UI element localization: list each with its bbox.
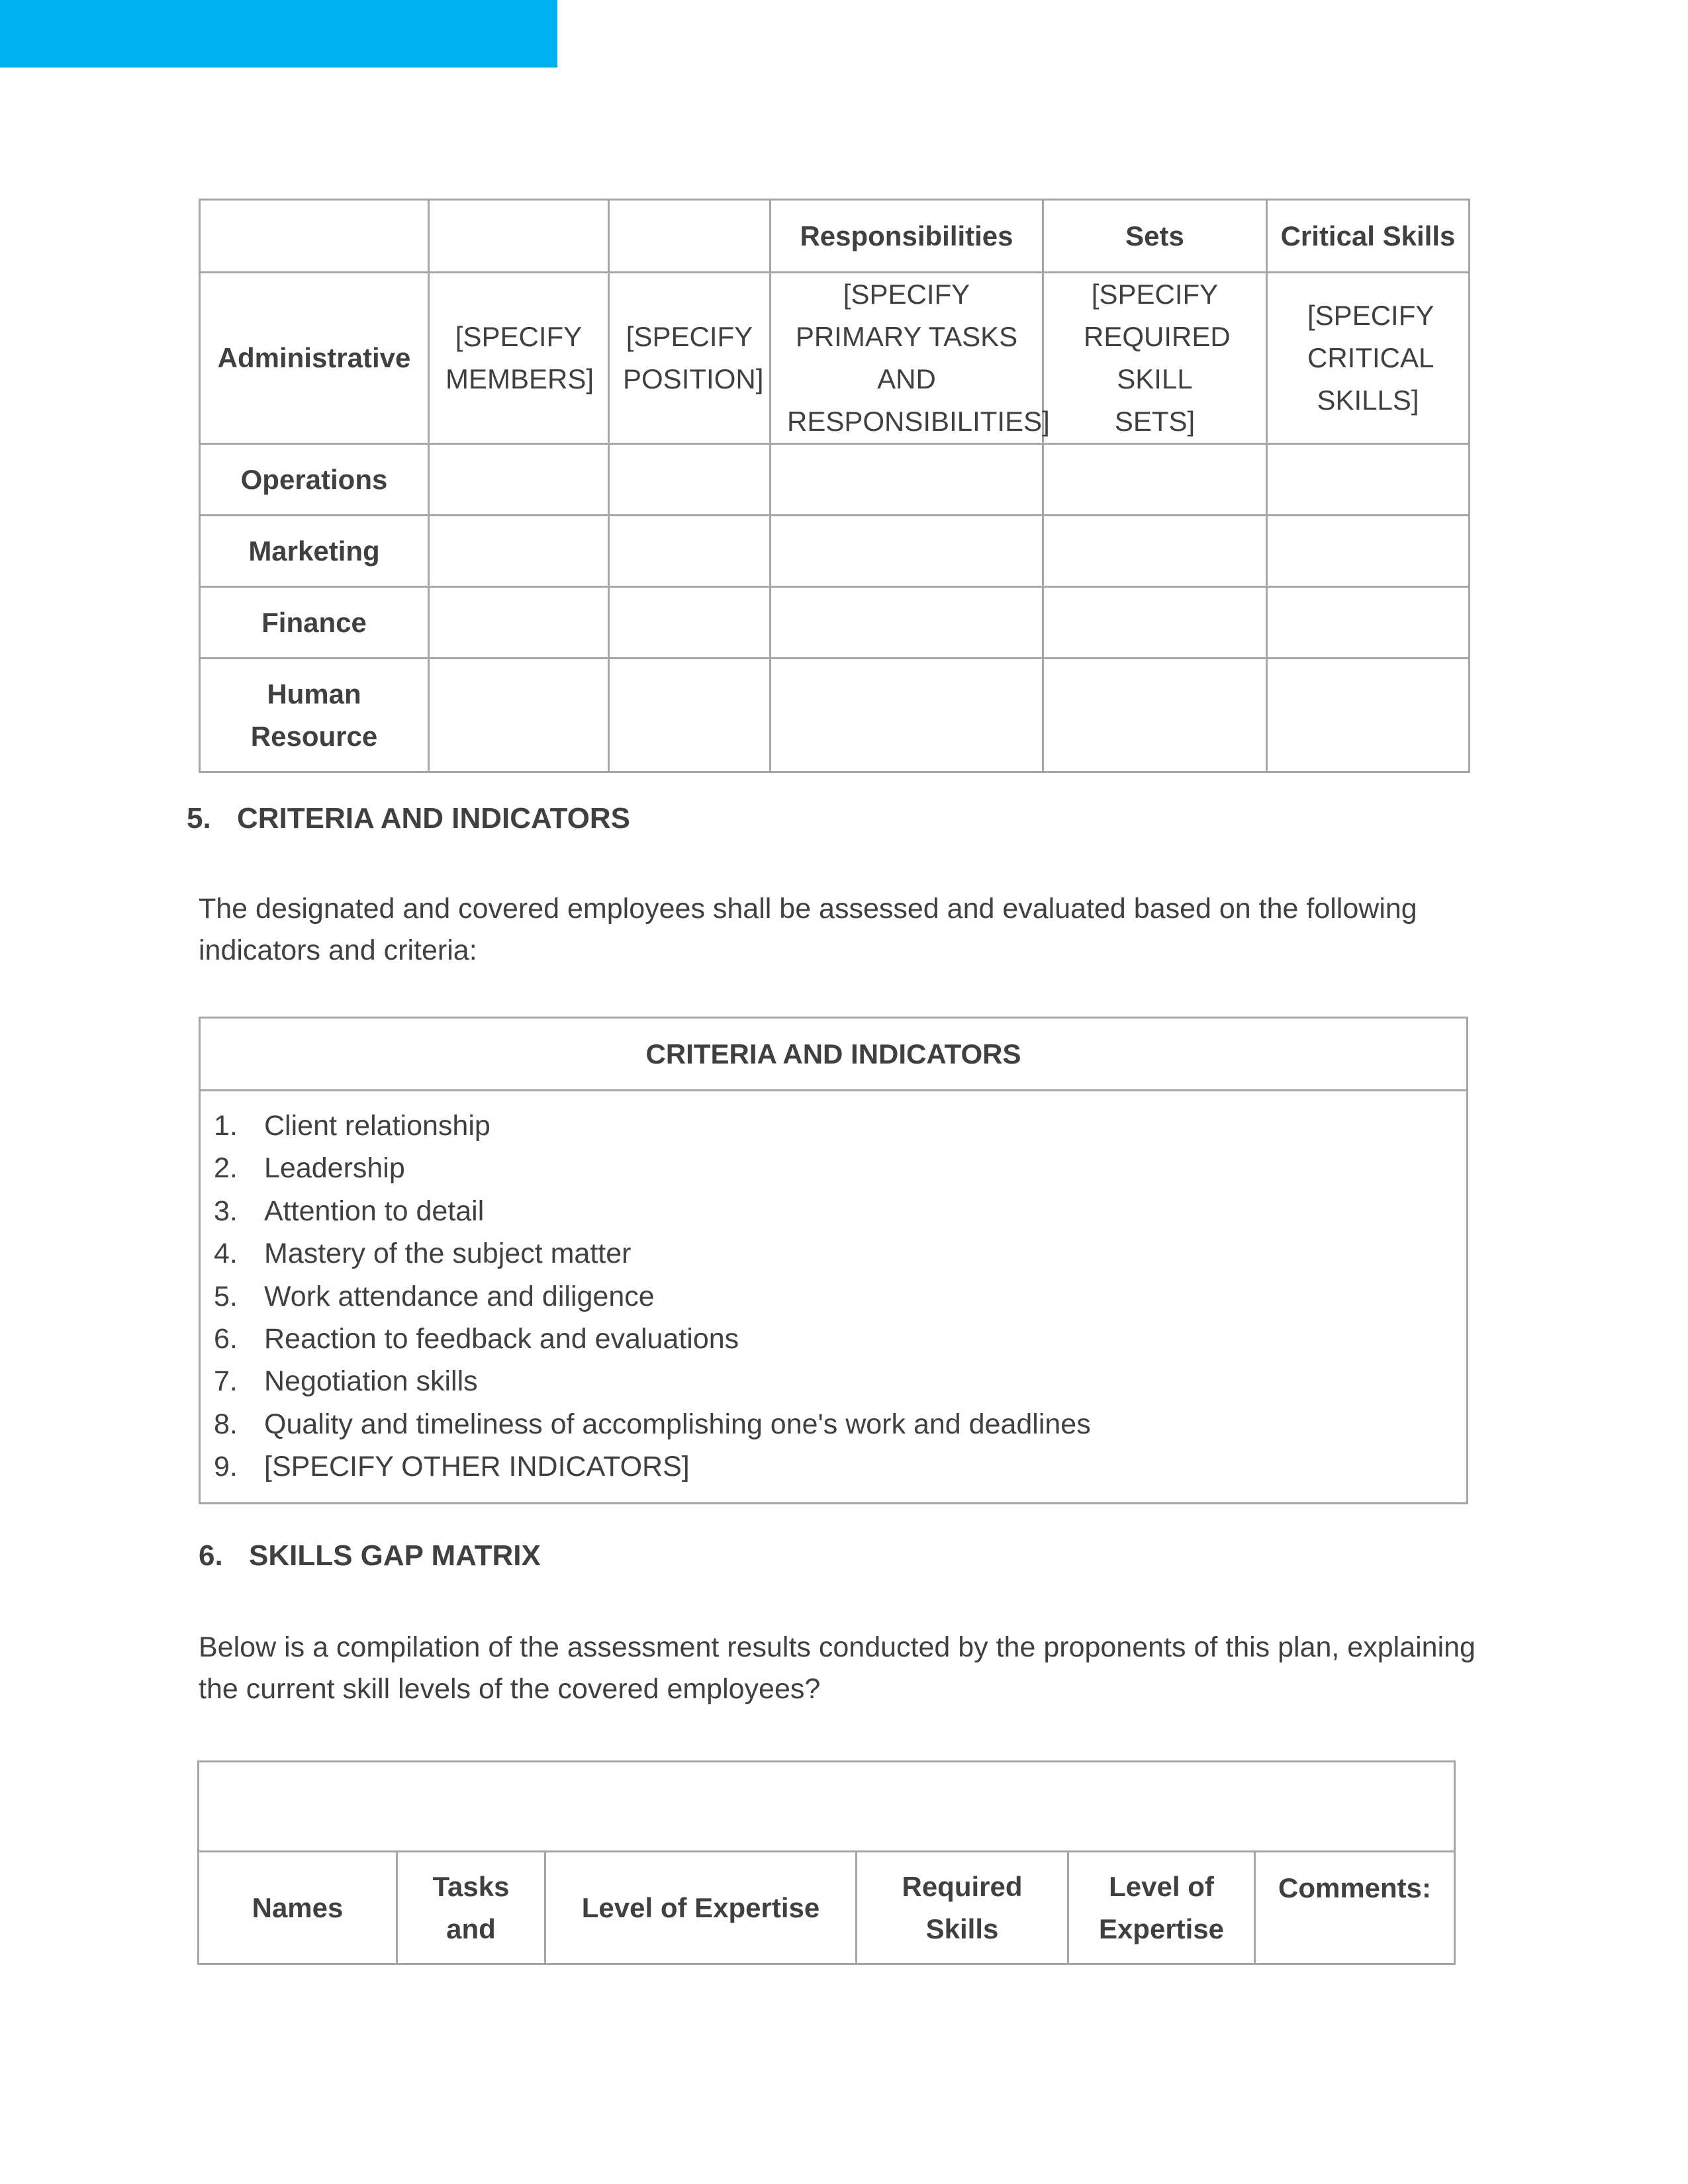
header-cell — [609, 200, 771, 273]
empty-title-cell — [199, 1762, 1455, 1852]
list-number: 2. — [214, 1152, 238, 1185]
list-number: 9. — [214, 1451, 238, 1483]
list-text: Leadership — [264, 1152, 405, 1185]
row-label-marketing: Marketing — [200, 516, 429, 587]
table-cell — [771, 659, 1043, 772]
list-number: 7. — [214, 1365, 238, 1398]
table-cell — [1267, 659, 1470, 772]
header-critical-skills: Critical Skills — [1267, 200, 1470, 273]
table-cell — [771, 587, 1043, 659]
row-label-operations: Operations — [200, 444, 429, 516]
table-row — [200, 516, 1470, 587]
section-number: 6. — [199, 1539, 223, 1572]
criteria-table — [199, 1017, 1468, 1504]
list-item — [214, 1275, 1466, 1318]
table-header-row — [199, 1852, 1455, 1964]
table-row — [200, 1091, 1468, 1504]
header-level-of-expertise-2: Level of Expertise — [1068, 1852, 1255, 1964]
table-cell — [771, 516, 1043, 587]
table-header-row — [200, 1018, 1468, 1091]
list-item — [214, 1445, 1466, 1488]
criteria-header: CRITERIA AND INDICATORS — [200, 1018, 1468, 1091]
section-5-intro: The designated and covered employees shall be assessed and evaluated based on the following indicators and criteria: — [199, 893, 1417, 966]
list-number: 5. — [214, 1280, 238, 1312]
table-row — [200, 587, 1470, 659]
list-number: 6. — [214, 1323, 238, 1355]
header-sets: Sets — [1043, 200, 1267, 273]
list-item — [214, 1190, 1466, 1232]
list-number: 8. — [214, 1408, 238, 1440]
list-text: Client relationship — [264, 1110, 491, 1142]
list-item — [214, 1232, 1466, 1275]
header-tasks: Tasks and — [397, 1852, 545, 1964]
table-cell — [609, 516, 771, 587]
list-item — [214, 1360, 1466, 1402]
row-label-administrative: Administrative — [200, 273, 429, 444]
table-cell — [429, 444, 609, 516]
header-cell — [200, 200, 429, 273]
table-cell — [429, 587, 609, 659]
header-level-of-expertise: Level of Expertise — [545, 1852, 857, 1964]
list-text: Quality and timeliness of accomplishing one's work and deadlines — [264, 1408, 1091, 1440]
list-number: 3. — [214, 1195, 238, 1227]
table-cell — [1267, 444, 1470, 516]
section-number: 5. — [187, 802, 211, 835]
table-row — [200, 659, 1470, 772]
section-6-heading — [199, 1539, 541, 1572]
section-5-heading — [187, 802, 630, 835]
table-row — [200, 444, 1470, 516]
position-cell: [SPECIFY POSITION] — [609, 273, 771, 444]
section-6-intro: Below is a compilation of the assessment results conducted by the proponents of this plan, explaining the current skill levels of the covered employees? — [199, 1631, 1476, 1705]
list-text: Mastery of the subject matter — [264, 1238, 632, 1270]
list-item — [214, 1403, 1466, 1445]
table-cell — [1043, 659, 1267, 772]
header-cell — [429, 200, 609, 273]
list-text: Attention to detail — [264, 1195, 485, 1227]
table-cell — [609, 587, 771, 659]
skills-gap-matrix-table — [197, 1760, 1456, 1965]
members-cell: [SPECIFY MEMBERS] — [429, 273, 609, 444]
list-number: 1. — [214, 1110, 238, 1142]
team-responsibilities-table — [199, 199, 1470, 773]
table-cell — [1043, 587, 1267, 659]
list-number: 4. — [214, 1238, 238, 1270]
table-cell — [1267, 587, 1470, 659]
table-header-row — [200, 200, 1470, 273]
criteria-list — [214, 1105, 1466, 1488]
list-item — [214, 1147, 1466, 1189]
list-text: Reaction to feedback and evaluations — [264, 1323, 739, 1355]
header-required-skills: Required Skills — [857, 1852, 1068, 1964]
criteria-list-cell — [200, 1091, 1468, 1504]
row-label-finance: Finance — [200, 587, 429, 659]
skill-sets-cell: [SPECIFY REQUIRED SKILL SETS] — [1043, 273, 1267, 444]
header-comments: Comments: — [1255, 1852, 1455, 1964]
critical-skills-cell: [SPECIFY CRITICAL SKILLS] — [1267, 273, 1470, 444]
header-responsibilities: Responsibilities — [771, 200, 1043, 273]
accent-bar — [0, 0, 557, 68]
table-cell — [429, 659, 609, 772]
table-cell — [609, 444, 771, 516]
section-title: CRITERIA AND INDICATORS — [237, 802, 630, 835]
table-cell — [771, 444, 1043, 516]
list-text: [SPECIFY OTHER INDICATORS] — [264, 1451, 690, 1483]
table-cell — [1043, 444, 1267, 516]
list-text: Negotiation skills — [264, 1365, 478, 1398]
table-cell — [609, 659, 771, 772]
list-item — [214, 1105, 1466, 1147]
header-names: Names — [199, 1852, 397, 1964]
responsibilities-cell: [SPECIFY PRIMARY TASKS AND RESPONSIBILITIES] — [771, 273, 1043, 444]
table-cell — [1267, 516, 1470, 587]
table-row — [200, 273, 1470, 444]
section-title: SKILLS GAP MATRIX — [249, 1539, 541, 1572]
list-item — [214, 1318, 1466, 1360]
table-cell — [429, 516, 609, 587]
table-cell — [1043, 516, 1267, 587]
list-text: Work attendance and diligence — [264, 1280, 655, 1312]
row-label-human-resource: Human Resource — [200, 659, 429, 772]
table-title-row — [199, 1762, 1455, 1852]
